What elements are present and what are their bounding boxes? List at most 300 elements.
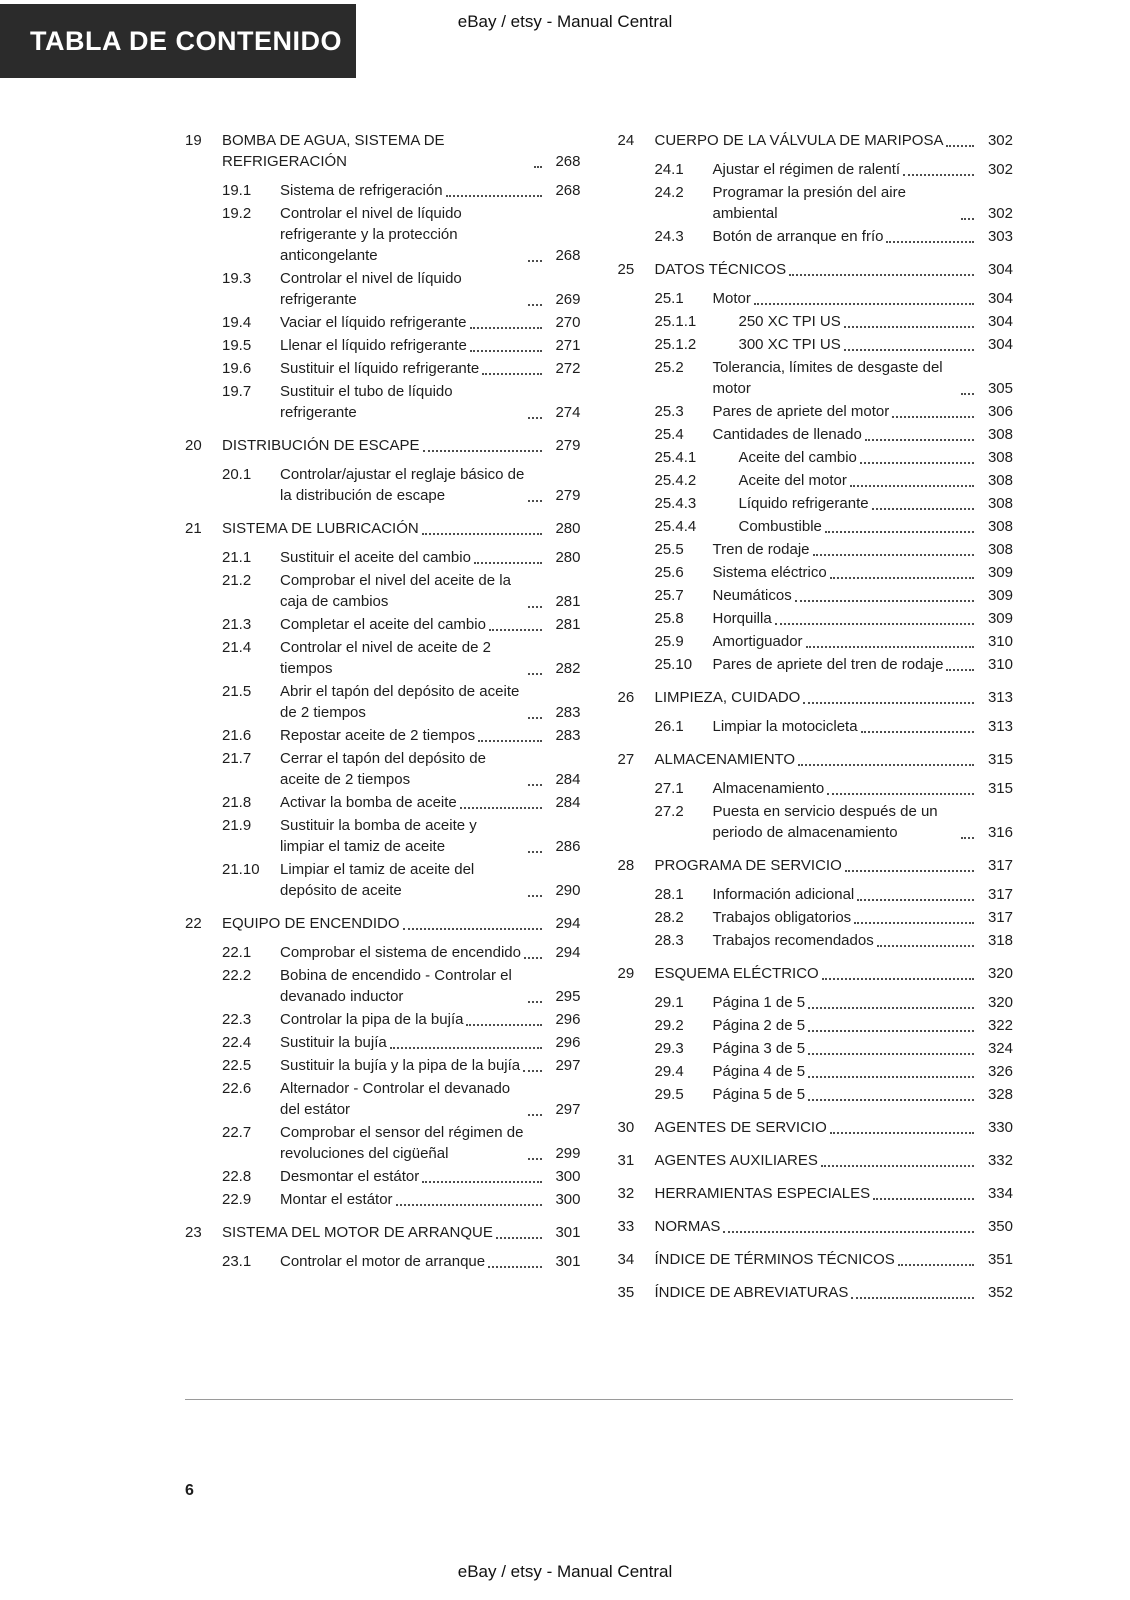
entry-number: 21.4 (222, 639, 252, 656)
dot-leader (822, 963, 974, 980)
entry-title: Sustituir el líquido refrigerante (280, 360, 480, 377)
chapter-page: 350 (987, 1218, 1013, 1235)
entry-title: Tolerancia, límites de desgaste del motor (712, 359, 943, 397)
entry-title: Pares de apriete del tren de rodaje (712, 656, 944, 673)
chapter-number: 21 (185, 520, 202, 537)
entry-number: 19.6 (222, 360, 252, 377)
entry-title: Desmontar el estátor (280, 1168, 420, 1185)
toc-chapter-heading (618, 1117, 1014, 1138)
dot-leader (857, 884, 974, 901)
chapter-page: 334 (987, 1185, 1013, 1202)
toc-entry (185, 570, 581, 612)
chapter-number: 19 (185, 132, 202, 149)
chapter-page: 332 (987, 1152, 1013, 1169)
toc-chapter (185, 518, 581, 901)
toc-chapter-heading (185, 1222, 581, 1243)
chapter-number: 22 (185, 915, 202, 932)
toc-entry (618, 516, 1014, 537)
footer-site-label: eBay / etsy - Manual Central (457, 1562, 673, 1581)
toc-chapter (185, 435, 581, 506)
entry-number: 21.7 (222, 750, 252, 767)
dot-leader (808, 1038, 974, 1055)
entry-page: 279 (555, 487, 581, 504)
toc-entry (185, 312, 581, 333)
toc-entry (618, 716, 1014, 737)
entry-title: Bobina de encendido - Controlar el devanado inductor (280, 967, 512, 1005)
entry-number: 25.4.2 (654, 472, 697, 489)
dot-leader (446, 180, 542, 197)
entry-page: 271 (555, 337, 581, 354)
dot-leader (808, 1015, 974, 1032)
entry-page: 280 (555, 549, 581, 566)
entry-number: 24.2 (654, 184, 684, 201)
toc-chapter-heading (618, 1150, 1014, 1171)
chapter-entries (618, 992, 1014, 1105)
entry-page: 304 (987, 290, 1013, 307)
chapter-page: 315 (987, 751, 1013, 768)
entry-page: 274 (555, 404, 581, 421)
toc-entry (185, 1032, 581, 1053)
chapter-title: AGENTES AUXILIARES (654, 1152, 818, 1169)
entry-title: Sistema eléctrico (712, 564, 827, 581)
toc-entry (185, 1251, 581, 1272)
chapter-number: 29 (617, 965, 635, 982)
entry-title: Abrir el tapón del depósito de aceite de 2 tiempos (280, 683, 520, 721)
toc-chapter-heading (185, 913, 581, 934)
entry-number: 25.4 (654, 426, 684, 443)
dot-leader (865, 424, 974, 441)
toc-chapter (618, 1150, 1014, 1171)
entry-number: 29.3 (654, 1040, 684, 1057)
entry-page: 308 (987, 449, 1013, 466)
chapter-entries (185, 547, 581, 901)
toc-entry (618, 608, 1014, 629)
dot-leader (390, 1032, 542, 1049)
entry-page: 286 (555, 838, 581, 855)
dot-leader (474, 547, 542, 564)
entry-title: 250 XC TPI US (738, 313, 841, 330)
entry-title: Comprobar el nivel del aceite de la caja de cambios (280, 572, 511, 610)
entry-title: Alternador - Controlar el devanado del estátor (280, 1080, 511, 1118)
entry-title: Página 3 de 5 (712, 1040, 806, 1057)
entry-page: 303 (987, 228, 1013, 245)
entry-number: 25.1.2 (654, 336, 697, 353)
entry-title: Ajustar el régimen de ralentí (712, 161, 901, 178)
dot-leader (528, 859, 542, 897)
toc-chapter (618, 749, 1014, 843)
entry-number: 19.3 (222, 270, 252, 287)
entry-page: 301 (555, 1253, 581, 1270)
chapter-number: 34 (617, 1251, 635, 1268)
dot-leader (821, 1150, 974, 1167)
header-site-label: eBay / etsy - Manual Central (457, 12, 673, 31)
toc-chapter-heading (618, 130, 1014, 151)
toc-entry (618, 470, 1014, 491)
chapter-entries (618, 716, 1014, 737)
entry-page: 308 (987, 541, 1013, 558)
entry-title: Sustituir la bujía y la pipa de la bujía (280, 1057, 521, 1074)
entry-title: Limpiar la motocicleta (712, 718, 858, 735)
toc-chapter-heading (185, 518, 581, 539)
entry-number: 23.1 (222, 1253, 252, 1270)
toc-entry (618, 778, 1014, 799)
toc-column-left (185, 130, 581, 1272)
chapter-number: 32 (617, 1185, 635, 1202)
chapter-number: 20 (185, 437, 202, 454)
entry-page: 313 (987, 718, 1013, 735)
footer-divider (185, 1399, 1013, 1400)
toc-entry (185, 1055, 581, 1076)
toc-chapter (618, 259, 1014, 675)
chapter-page: 313 (987, 689, 1013, 706)
entry-title: Repostar aceite de 2 tiempos (280, 727, 476, 744)
entry-page: 272 (555, 360, 581, 377)
entry-title: Página 4 de 5 (712, 1063, 806, 1080)
toc-chapter (618, 1282, 1014, 1303)
chapter-number: 25 (617, 261, 635, 278)
entry-title: Comprobar el sensor del régimen de revoluciones del cigüeñal (280, 1124, 524, 1162)
entry-number: 22.9 (222, 1191, 252, 1208)
dot-leader (489, 614, 542, 631)
entry-number: 24.3 (654, 228, 684, 245)
dot-leader (523, 1055, 541, 1072)
entry-title: Controlar el nivel de líquido refrigerante (280, 270, 462, 308)
entry-page: 309 (987, 610, 1013, 627)
chapter-number: 35 (617, 1284, 635, 1301)
toc-entry (185, 180, 581, 201)
toc-chapter (185, 1222, 581, 1272)
entry-page: 326 (987, 1063, 1013, 1080)
entry-page: 281 (555, 593, 581, 610)
toc-entry (618, 1084, 1014, 1105)
chapter-entries (185, 464, 581, 506)
entry-page: 296 (555, 1034, 581, 1051)
entry-number: 21.2 (222, 572, 252, 589)
toc-column-right (618, 130, 1014, 1311)
entry-number: 21.8 (222, 794, 252, 811)
entry-page: 306 (987, 403, 1013, 420)
toc-chapter (618, 1183, 1014, 1204)
entry-page: 284 (555, 771, 581, 788)
entry-page: 317 (987, 886, 1013, 903)
entry-number: 21.10 (222, 861, 260, 878)
entry-title: Comprobar el sistema de encendido (280, 944, 521, 961)
toc-entry (618, 562, 1014, 583)
chapter-number: 31 (617, 1152, 635, 1169)
entry-title: Motor (712, 290, 751, 307)
toc-entry (185, 1078, 581, 1120)
entry-page: 320 (987, 994, 1013, 1011)
chapter-entries (185, 180, 581, 423)
entry-title: Programar la presión del aire ambiental (712, 184, 906, 222)
entry-page: 290 (555, 882, 581, 899)
toc-chapter (618, 687, 1014, 737)
entry-title: Sustituir el aceite del cambio (280, 549, 471, 566)
entry-page: 305 (987, 380, 1013, 397)
dot-leader (808, 1084, 974, 1101)
dot-leader (903, 159, 974, 176)
entry-page: 310 (987, 656, 1013, 673)
chapter-entries (618, 159, 1014, 247)
dot-leader (422, 1166, 541, 1183)
toc-entry (618, 1061, 1014, 1082)
toc-entry (618, 801, 1014, 843)
toc-entry (185, 859, 581, 901)
entry-page: 308 (987, 518, 1013, 535)
entry-number: 19.7 (222, 383, 252, 400)
entry-number: 25.8 (654, 610, 684, 627)
entry-page: 299 (555, 1145, 581, 1162)
dot-leader (470, 335, 542, 352)
entry-number: 25.6 (654, 564, 684, 581)
dot-leader (844, 334, 974, 351)
entry-number: 22.3 (222, 1011, 252, 1028)
toc-chapter (185, 913, 581, 1210)
entry-page: 268 (555, 182, 581, 199)
toc-entry (618, 311, 1014, 332)
toc-entry (185, 268, 581, 310)
toc-chapter (618, 130, 1014, 247)
toc-chapter-heading (618, 963, 1014, 984)
chapter-number: 30 (617, 1119, 635, 1136)
entry-page: 308 (987, 426, 1013, 443)
toc-entry (618, 182, 1014, 224)
entry-number: 29.5 (654, 1086, 684, 1103)
toc-entry (185, 748, 581, 790)
toc-entry (185, 1166, 581, 1187)
chapter-title: DATOS TÉCNICOS (654, 261, 787, 278)
toc-entry (185, 815, 581, 857)
chapter-title: BOMBA DE AGUA, SISTEMA DE REFRIGERACIÓN (222, 132, 445, 170)
entry-title: Página 2 de 5 (712, 1017, 806, 1034)
toc-entry (185, 547, 581, 568)
entry-title: Montar el estátor (280, 1191, 393, 1208)
entry-number: 22.7 (222, 1124, 252, 1141)
toc-chapter-heading (618, 1249, 1014, 1270)
entry-number: 27.1 (654, 780, 684, 797)
entry-page: 302 (987, 161, 1013, 178)
entry-page: 328 (987, 1086, 1013, 1103)
dot-leader (825, 516, 974, 533)
dot-leader (961, 801, 975, 839)
toc-entry (618, 539, 1014, 560)
entry-number: 25.4.1 (654, 449, 697, 466)
toc-chapter (185, 130, 581, 423)
toc-entry (618, 992, 1014, 1013)
toc-chapter (618, 963, 1014, 1105)
entry-title: Controlar/ajustar el reglaje básico de la distribución de escape (280, 466, 525, 504)
entry-title: Información adicional (712, 886, 855, 903)
dot-leader (851, 1282, 974, 1299)
entry-number: 28.3 (654, 932, 684, 949)
dot-leader (946, 130, 974, 147)
chapter-page: 294 (555, 915, 581, 932)
toc-chapter-heading (185, 130, 581, 172)
entry-number: 25.2 (654, 359, 684, 376)
toc-entry (618, 288, 1014, 309)
dot-leader (496, 1222, 542, 1239)
toc-entry (618, 334, 1014, 355)
entry-page: 300 (555, 1191, 581, 1208)
dot-leader (528, 1078, 542, 1116)
dot-leader (898, 1249, 974, 1266)
chapter-title: ÍNDICE DE TÉRMINOS TÉCNICOS (654, 1251, 895, 1268)
entry-title: Completar el aceite del cambio (280, 616, 486, 633)
toc-entry (185, 792, 581, 813)
dot-leader (961, 182, 975, 220)
entry-number: 26.1 (654, 718, 684, 735)
entry-number: 21.3 (222, 616, 252, 633)
toc-chapter (618, 1249, 1014, 1270)
entry-title: Horquilla (712, 610, 772, 627)
chapter-title: HERRAMIENTAS ESPECIALES (654, 1185, 871, 1202)
toc-entry (185, 725, 581, 746)
entry-title: Sustituir la bujía (280, 1034, 387, 1051)
entry-number: 22.2 (222, 967, 252, 984)
toc-entry (618, 1038, 1014, 1059)
dot-leader (460, 792, 542, 809)
toc-entry (185, 942, 581, 963)
entry-number: 25.7 (654, 587, 684, 604)
entry-page: 308 (987, 472, 1013, 489)
chapter-title: DISTRIBUCIÓN DE ESCAPE (222, 437, 420, 454)
entry-page: 316 (987, 824, 1013, 841)
dot-leader (528, 203, 542, 262)
toc-entry (185, 1122, 581, 1164)
entry-page: 270 (555, 314, 581, 331)
toc-chapter-heading (618, 259, 1014, 280)
chapter-title: ALMACENAMIENTO (654, 751, 796, 768)
toc-chapter-heading (618, 855, 1014, 876)
entry-page: 294 (555, 944, 581, 961)
dot-leader (723, 1216, 974, 1233)
entry-page: 296 (555, 1011, 581, 1028)
chapter-page: 279 (555, 437, 581, 454)
chapter-title: LIMPIEZA, CUIDADO (654, 689, 801, 706)
chapter-title: PROGRAMA DE SERVICIO (654, 857, 842, 874)
toc-entry (618, 631, 1014, 652)
entry-page: 283 (555, 727, 581, 744)
toc-entry (618, 884, 1014, 905)
chapter-entries (618, 288, 1014, 675)
entry-number: 19.2 (222, 205, 252, 222)
dot-leader (886, 226, 974, 243)
dot-leader (827, 778, 974, 795)
entry-title: Página 5 de 5 (712, 1086, 806, 1103)
entry-title: Llenar el líquido refrigerante (280, 337, 467, 354)
toc-entry (185, 614, 581, 635)
entry-title: Pares de apriete del motor (712, 403, 890, 420)
dot-leader (478, 725, 541, 742)
entry-number: 22.1 (222, 944, 252, 961)
dot-leader (775, 608, 974, 625)
chapter-page: 302 (987, 132, 1013, 149)
toc-entry (618, 585, 1014, 606)
toc-chapter-heading (618, 687, 1014, 708)
dot-leader (813, 539, 974, 556)
entry-number: 21.5 (222, 683, 252, 700)
entry-title: Controlar el nivel de líquido refrigerante y la protección anticongelante (280, 205, 462, 264)
toc-entry (618, 159, 1014, 180)
toc-entry (185, 1009, 581, 1030)
chapter-title: CUERPO DE LA VÁLVULA DE MARIPOSA (654, 132, 944, 149)
dot-leader (528, 268, 542, 306)
entry-page: 310 (987, 633, 1013, 650)
entry-page: 324 (987, 1040, 1013, 1057)
toc-entry (618, 447, 1014, 468)
toc-entry (185, 637, 581, 679)
toc-entry (618, 493, 1014, 514)
entry-page: 317 (987, 909, 1013, 926)
entry-title: Página 1 de 5 (712, 994, 806, 1011)
entry-number: 19.5 (222, 337, 252, 354)
dot-leader (534, 130, 542, 168)
entry-page: 297 (555, 1101, 581, 1118)
entry-title: Trabajos obligatorios (712, 909, 852, 926)
dot-leader (808, 1061, 974, 1078)
entry-title: Sistema de refrigeración (280, 182, 443, 199)
chapter-title: NORMAS (654, 1218, 721, 1235)
entry-title: Combustible (738, 518, 822, 535)
entry-number: 29.1 (654, 994, 684, 1011)
dot-leader (872, 493, 974, 510)
entry-title: 300 XC TPI US (738, 336, 841, 353)
entry-number: 25.4.3 (654, 495, 697, 512)
toc-entry (185, 335, 581, 356)
dot-leader (961, 357, 975, 395)
entry-page: 304 (987, 313, 1013, 330)
page-number: 6 (185, 1482, 194, 1499)
dot-leader (946, 654, 974, 671)
dot-leader (528, 1122, 542, 1160)
entry-title: Aceite del motor (738, 472, 847, 489)
entry-title: Sustituir el tubo de líquido refrigerante (280, 383, 453, 421)
entry-number: 20.1 (222, 466, 252, 483)
entry-title: Neumáticos (712, 587, 792, 604)
dot-leader (860, 447, 974, 464)
toc-entry (618, 907, 1014, 928)
toc-entry (185, 358, 581, 379)
chapter-title: AGENTES DE SERVICIO (654, 1119, 827, 1136)
entry-number: 25.1.1 (654, 313, 697, 330)
entry-number: 28.2 (654, 909, 684, 926)
entry-number: 21.1 (222, 549, 252, 566)
entry-number: 24.1 (654, 161, 684, 178)
entry-page: 283 (555, 704, 581, 721)
chapter-title: ESQUEMA ELÉCTRICO (654, 965, 819, 982)
entry-number: 25.9 (654, 633, 684, 650)
page-title-banner (0, 4, 356, 78)
dot-leader (806, 631, 974, 648)
chapter-number: 26 (617, 689, 635, 706)
chapter-number: 23 (185, 1224, 202, 1241)
dot-leader (754, 288, 974, 305)
entry-number: 25.4.4 (654, 518, 697, 535)
chapter-title: EQUIPO DE ENCENDIDO (222, 915, 400, 932)
chapter-page: 351 (987, 1251, 1013, 1268)
toc-entry (185, 464, 581, 506)
entry-number: 22.6 (222, 1080, 252, 1097)
entry-page: 309 (987, 587, 1013, 604)
entry-number: 28.1 (654, 886, 684, 903)
toc-entry (185, 381, 581, 423)
dot-leader (830, 1117, 974, 1134)
dot-leader (528, 464, 542, 502)
toc-chapter (618, 855, 1014, 951)
entry-number: 19.4 (222, 314, 252, 331)
dot-leader (789, 259, 974, 276)
toc-entry (618, 654, 1014, 675)
